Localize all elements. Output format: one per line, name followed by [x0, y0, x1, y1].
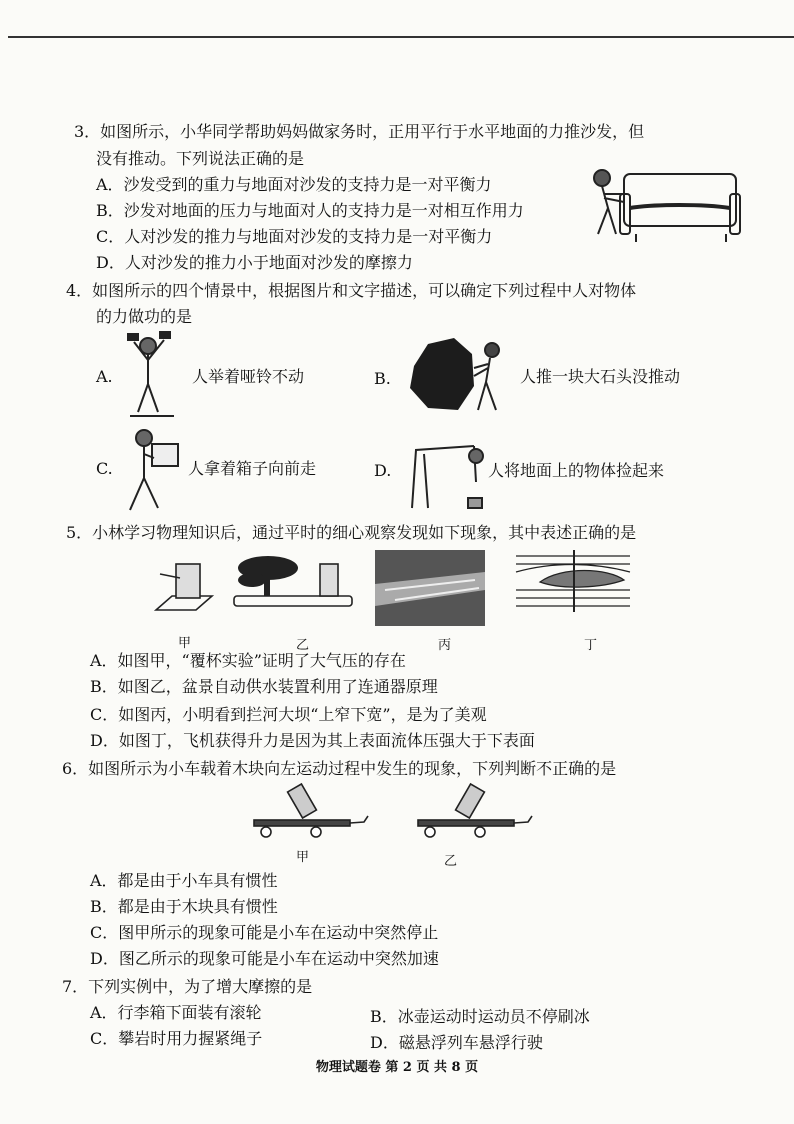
- q6-option-b[interactable]: B．都是由于木块具有惯性: [90, 897, 278, 916]
- q7-option-c[interactable]: C．攀岩时用力握紧绳子: [90, 1029, 263, 1048]
- fig-label-jia-q6: 甲: [296, 850, 310, 865]
- fig-label-bing-q5: 丙: [438, 638, 452, 653]
- q4-option-a-letter[interactable]: A.: [96, 367, 113, 386]
- top-border-line: [8, 36, 794, 38]
- q4-option-b-letter[interactable]: B.: [374, 369, 391, 388]
- sofa-icon: [620, 174, 740, 242]
- fig-label-jia-q5: 甲: [178, 636, 192, 651]
- push-rock-icon: [406, 336, 514, 416]
- q7-option-d[interactable]: D．磁悬浮列车悬浮行驶: [370, 1033, 543, 1052]
- page-footer: 物理试题卷 第 2 页 共 8 页: [315, 1060, 479, 1075]
- airfoil-flow-figure: [512, 548, 636, 614]
- q7-stem: 7．下列实例中，为了增大摩擦的是: [62, 977, 313, 996]
- q4-option-c-text[interactable]: 人拿着箱子向前走: [188, 459, 317, 478]
- q3-option-d[interactable]: D．人对沙发的推力小于地面对沙发的摩擦力: [96, 253, 413, 272]
- cart-block-figure-yi: [412, 778, 536, 844]
- q3-option-a[interactable]: A．沙发受到的重力与地面对沙发的支持力是一对平衡力: [96, 175, 492, 194]
- q5-option-b[interactable]: B．如图乙，盆景自动供水装置利用了连通器原理: [90, 677, 438, 696]
- q3-stem-line1: 3．如图所示，小华同学帮助妈妈做家务时，正用平行于水平地面的力推沙发，但: [74, 122, 645, 141]
- q5-stem: 5．小林学习物理知识后，通过平时的细心观察发现如下现象，其中表述正确的是: [66, 523, 637, 542]
- q5-option-c[interactable]: C．如图丙，小明看到拦河大坝“上窄下宽”，是为了美观: [90, 705, 487, 724]
- q4-stem-line2: 的力做功的是: [96, 307, 193, 326]
- q6-option-d[interactable]: D．图乙所示的现象可能是小车在运动中突然加速: [90, 949, 439, 968]
- fig-label-yi-q6: 乙: [444, 854, 458, 869]
- q4-stem-line1: 4．如图所示的四个情景中，根据图片和文字描述，可以确定下列过程中人对物体: [66, 281, 637, 300]
- q3-option-b[interactable]: B．沙发对地面的压力与地面对人的支持力是一对相互作用力: [96, 201, 524, 220]
- dam-photo-figure: [375, 550, 485, 626]
- fig-label-ding-q5: 丁: [584, 638, 598, 653]
- q4-option-d-text[interactable]: 人将地面上的物体捡起来: [488, 461, 665, 480]
- q6-stem: 6．如图所示为小车载着木块向左运动过程中发生的现象，下列判断不正确的是: [62, 759, 617, 778]
- cart-block-figure-jia: [248, 778, 372, 844]
- q4-option-b-text[interactable]: 人推一块大石头没推动: [520, 367, 681, 386]
- q6-option-a[interactable]: A．都是由于小车具有惯性: [90, 871, 278, 890]
- q5-option-a[interactable]: A．如图甲，“覆杯实验”证明了大气压的存在: [90, 651, 406, 670]
- sofa-push-illustration: [584, 164, 744, 246]
- fig-label-yi-q5: 乙: [296, 638, 310, 653]
- q3-stem-line2: 没有推动。下列说法正确的是: [96, 149, 305, 168]
- q6-option-c[interactable]: C．图甲所示的现象可能是小车在运动中突然停止: [90, 923, 439, 942]
- q4-option-a-text[interactable]: 人举着哑铃不动: [192, 367, 305, 386]
- q3-option-c[interactable]: C．人对沙发的推力与地面对沙发的支持力是一对平衡力: [96, 227, 493, 246]
- q7-option-b[interactable]: B．冰壶运动时运动员不停刷冰: [370, 1007, 590, 1026]
- q4-option-d-letter[interactable]: D.: [374, 461, 392, 480]
- q5-option-d[interactable]: D．如图丁，飞机获得升力是因为其上表面流体压强大于下表面: [90, 731, 535, 750]
- inverted-cup-experiment-figure: [152, 560, 216, 616]
- bonsai-water-supply-figure: [230, 552, 356, 614]
- pick-up-object-icon: [404, 430, 484, 512]
- q7-option-a[interactable]: A．行李箱下面装有滚轮: [90, 1003, 262, 1022]
- q4-option-c-letter[interactable]: C.: [96, 459, 113, 478]
- dumbbell-lift-icon: [124, 328, 182, 420]
- carry-box-icon: [122, 424, 188, 516]
